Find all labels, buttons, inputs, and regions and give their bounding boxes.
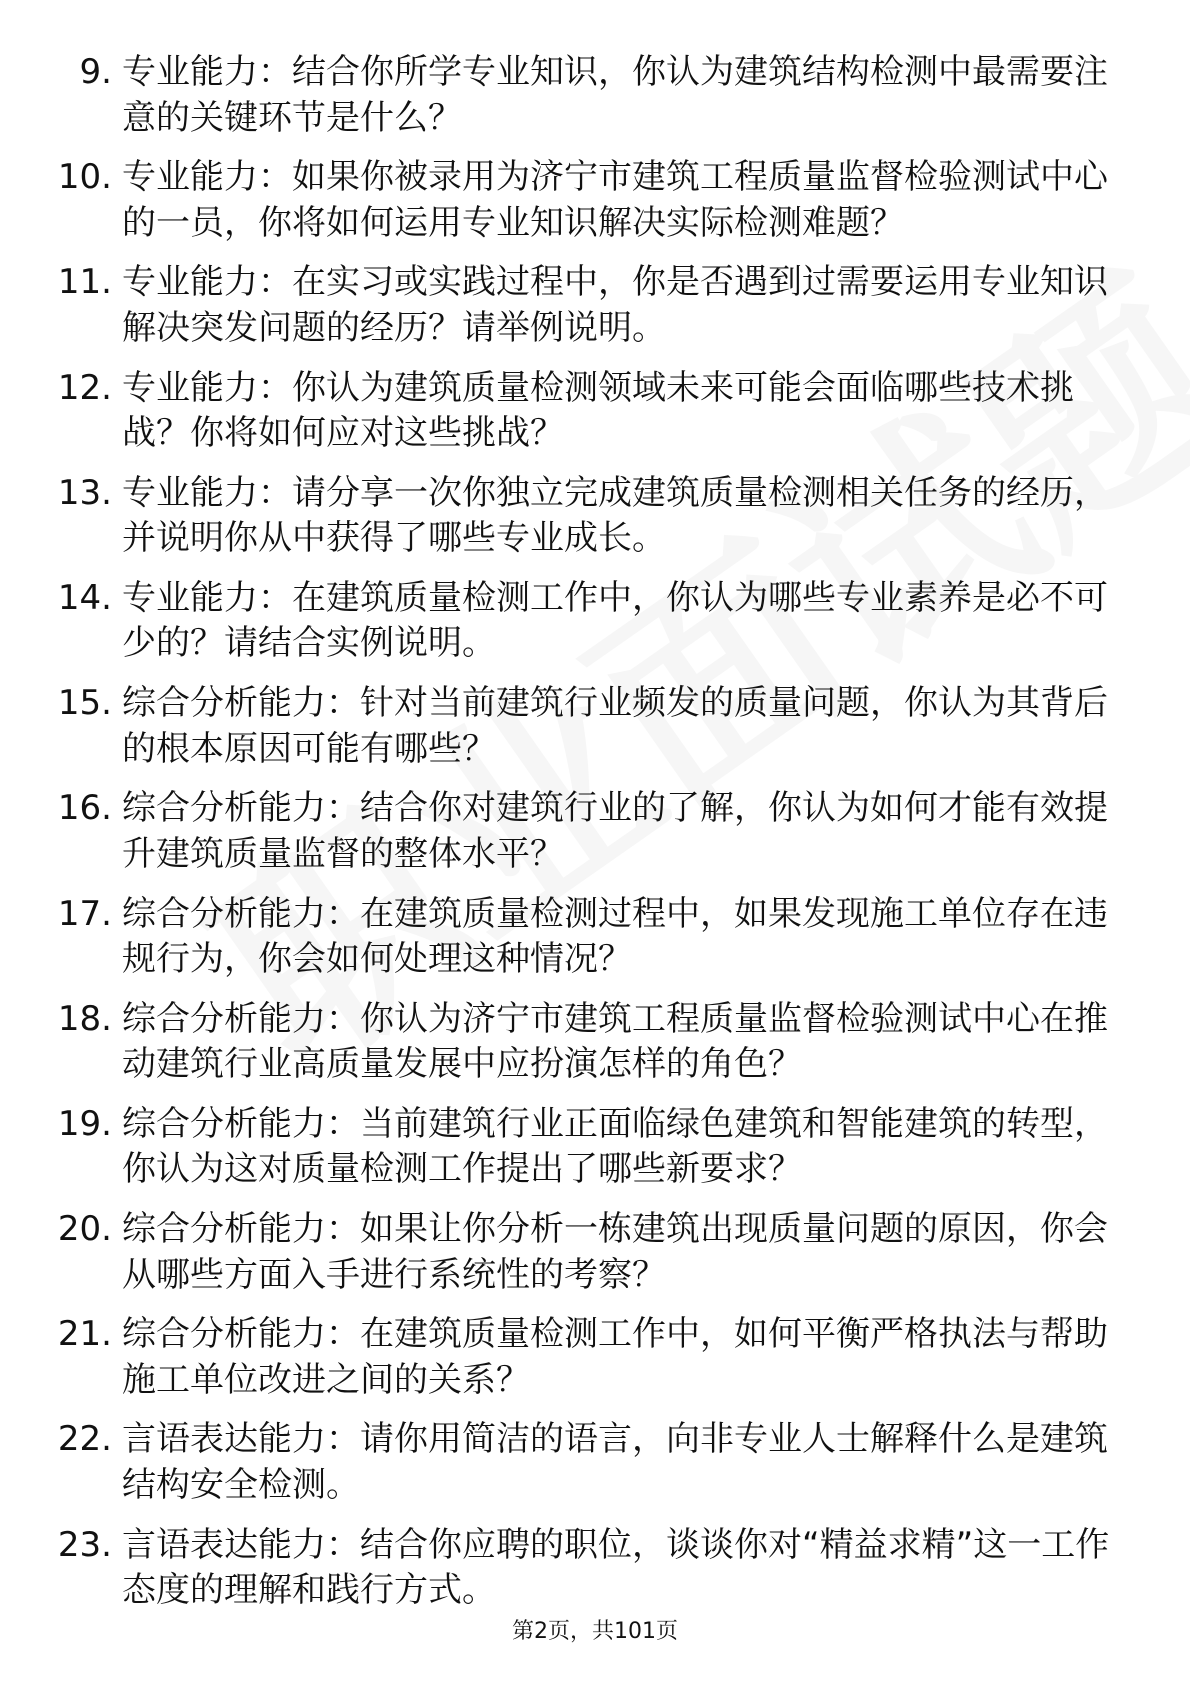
list-item xyxy=(55,50,1115,141)
question-text: 专业能力：你认为建筑质量检测领域未来可能会面临哪些技术挑战？你将如何应对这些挑战？ xyxy=(122,367,1074,454)
question-text: 专业能力：如果你被录用为济宁市建筑工程质量监督检验测试中心的一员，你将如何运用专业知识解决实际检测难题？ xyxy=(122,157,1108,243)
question-text: 综合分析能力：结合你对建筑行业的了解，你认为如何才能有效提升建筑质量监督的整体水平？ xyxy=(122,788,1108,874)
list-item xyxy=(55,892,1115,983)
list-item xyxy=(55,1207,1115,1298)
question-number: 15. xyxy=(57,683,112,724)
question-number: 11. xyxy=(57,262,112,303)
question-text: 综合分析能力：如果让你分析一栋建筑出现质量问题的原因，你会从哪些方面入手进行系统性的考察？ xyxy=(122,1209,1108,1295)
list-item xyxy=(55,471,1115,562)
question-number: 10. xyxy=(57,157,112,198)
list-item xyxy=(55,1102,1115,1193)
page-footer: 第2页，共101页 xyxy=(512,1619,678,1644)
question-number: 17. xyxy=(57,893,112,934)
question-number: 18. xyxy=(57,998,112,1039)
question-text: 专业能力：请分享一次你独立完成建筑质量检测相关任务的经历，并说明你从中获得了哪些专业成长。 xyxy=(122,472,1108,559)
list-item xyxy=(55,1523,1115,1614)
question-text: 专业能力：结合你所学专业知识，你认为建筑结构检测中最需要注意的关键环节是什么？ xyxy=(122,52,1108,138)
question-number: 22. xyxy=(57,1419,112,1460)
question-text: 言语表达能力：请你用简洁的语言，向非专业人士解释什么是建筑结构安全检测。 xyxy=(122,1419,1108,1505)
question-list xyxy=(55,50,1115,1628)
question-number: 21. xyxy=(57,1314,112,1355)
question-text: 言语表达能力：结合你应聘的职位，谈谈你对“精益求精”这一工作态度的理解和践行方式。 xyxy=(122,1524,1110,1611)
question-number: 19. xyxy=(57,1103,112,1144)
list-item xyxy=(55,681,1115,772)
list-item xyxy=(55,576,1115,667)
list-item xyxy=(55,786,1115,877)
question-text: 综合分析能力：在建筑质量检测工作中，如何平衡严格执法与帮助施工单位改进之间的关系？ xyxy=(122,1314,1108,1400)
list-item xyxy=(55,997,1115,1088)
question-text: 综合分析能力：在建筑质量检测过程中，如果发现施工单位存在违规行为，你会如何处理这种情况？ xyxy=(122,893,1108,979)
question-number: 20. xyxy=(57,1209,112,1250)
list-item xyxy=(55,366,1115,457)
question-number: 16. xyxy=(57,788,112,829)
list-item xyxy=(55,1312,1115,1403)
question-text: 综合分析能力：当前建筑行业正面临绿色建筑和智能建筑的转型，你认为这对质量检测工作提出了哪些新要求？ xyxy=(122,1103,1108,1190)
list-item xyxy=(55,1417,1115,1508)
question-number: 23. xyxy=(57,1524,112,1565)
question-text: 专业能力：在建筑质量检测工作中，你认为哪些专业素养是必不可少的？请结合实例说明。 xyxy=(122,577,1108,664)
list-item xyxy=(55,155,1115,246)
question-number: 13. xyxy=(57,472,112,513)
question-text: 专业能力：在实习或实践过程中，你是否遇到过需要运用专业知识解决突发问题的经历？请举例说明。 xyxy=(122,262,1108,348)
list-item xyxy=(55,260,1115,351)
question-text: 综合分析能力：你认为济宁市建筑工程质量监督检验测试中心在推动建筑行业高质量发展中应扮演怎样的角色？ xyxy=(122,998,1108,1085)
question-number: 12. xyxy=(57,367,112,408)
question-number: 14. xyxy=(57,577,112,618)
question-number: 9. xyxy=(79,52,112,92)
question-text: 综合分析能力：针对当前建筑行业频发的质量问题，你认为其背后的根本原因可能有哪些？ xyxy=(122,683,1108,769)
